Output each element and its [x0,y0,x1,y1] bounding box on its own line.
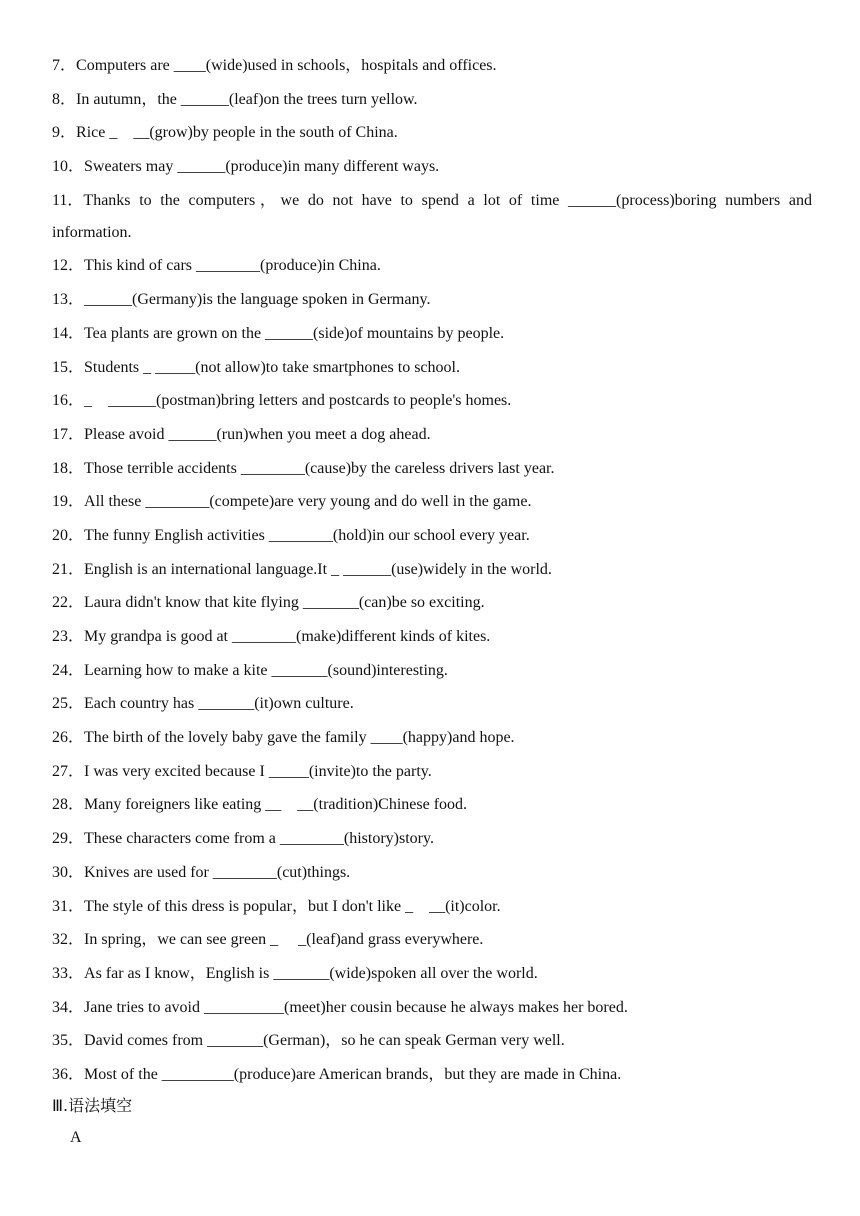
exercise-text: Computers are ____(wide)used in schools，hospitals and offices. [76,57,497,74]
exercise-item [52,823,812,857]
exercise-text: Learning how to make a kite _______(sound)interesting. [84,661,448,679]
exercise-number: 24． [52,661,85,679]
exercise-text: Thanks to the computers，we do not have to spend a lot of time ______(process)boring numbers and information. [52,191,816,241]
exercise-text: The style of this dress is popular，but I don't like _ __(it)color. [84,897,501,915]
exercise-item [52,621,812,655]
exercise-text: Tea plants are grown on the ______(side)of mountains by people. [84,324,505,342]
exercise-item [52,520,812,554]
exercise-text: In autumn，the ______(leaf)on the trees turn yellow. [76,90,418,108]
exercise-number: 17． [52,425,85,443]
exercise-number: 10． [52,158,85,176]
exercise-text: English is an international language.It _ ______(use)widely in the world. [84,560,552,578]
exercise-text: Each country has _______(it)own culture. [84,695,354,713]
exercise-text: These characters come from a ________(history)story. [84,830,434,848]
exercise-number: 8． [52,90,77,108]
exercise-number: 27． [52,762,85,780]
exercise-number: 7． [52,57,77,74]
exercise-item [52,250,812,284]
exercise-number: 9． [52,124,77,142]
section-heading: Ⅲ.语法填空 [52,1096,133,1115]
exercise-item [52,318,812,352]
subsection-label: A [70,1129,82,1146]
exercise-item [52,117,812,151]
exercise-item [52,857,812,891]
exercise-item [52,151,812,185]
exercise-item [52,486,812,520]
exercise-number: 11． [52,191,84,209]
exercise-number: 31． [52,897,85,915]
exercise-number: 15． [52,358,85,376]
exercise-number: 35． [52,1032,85,1050]
exercise-item [52,284,812,318]
exercise-number: 29． [52,830,85,848]
exercise-text: Students _ _____(not allow)to take smartphones to school. [84,358,460,376]
exercise-number: 34． [52,998,85,1016]
exercise-item [52,1025,812,1059]
exercise-number: 14． [52,324,85,342]
exercise-item [52,385,812,419]
exercise-number: 22． [52,594,85,612]
exercise-number: 21． [52,560,85,578]
exercise-item [52,419,812,453]
exercise-number: 23． [52,628,85,645]
exercise-text: David comes from _______(German)，so he can speak German very well. [84,1032,565,1050]
exercise-number: 26． [52,729,85,747]
exercise-item [52,992,812,1026]
exercise-text: My grandpa is good at ________(make)different kinds of kites. [84,628,491,645]
exercise-item [52,185,816,249]
exercise-text: This kind of cars ________(produce)in China. [84,257,381,275]
exercise-item [52,924,812,958]
exercise-item [52,50,812,84]
exercise-number: 18． [52,459,85,477]
exercise-number: 13． [52,291,85,309]
exercise-number: 19． [52,493,85,511]
exercise-item [52,554,812,588]
exercise-number: 32． [52,931,85,949]
exercise-item [52,352,812,386]
exercise-text: Sweaters may ______(produce)in many different ways. [84,158,440,176]
exercise-number: 28． [52,796,85,814]
exercise-text: The funny English activities ________(hold)in our school every year. [84,526,530,544]
exercise-text: All these ________(compete)are very young and do well in the game. [84,493,532,511]
exercise-item [52,958,812,992]
exercise-item [52,756,812,790]
exercise-text: As far as I know，English is _______(wide)spoken all over the world. [84,964,538,982]
exercise-text: Laura didn't know that kite flying _______(can)be so exciting. [84,594,485,612]
exercise-number: 36． [52,1065,85,1083]
exercise-text: The birth of the lovely baby gave the family ____(happy)and hope. [84,729,515,747]
exercise-text: Knives are used for ________(cut)things. [84,863,351,881]
exercise-text: ______(Germany)is the language spoken in Germany. [84,291,431,309]
exercise-item [52,587,812,621]
exercise-item [52,655,812,689]
exercise-item [52,722,812,756]
exercise-item [52,891,812,925]
exercise-number: 12． [52,257,85,275]
exercise-number: 25． [52,695,85,713]
exercise-item [52,453,812,487]
exercise-number: 30． [52,863,85,881]
exercise-text: _ ______(postman)bring letters and postcards to people's homes. [84,392,512,410]
exercise-item [52,1059,812,1093]
exercise-item [52,688,812,722]
exercise-text: In spring，we can see green _ _(leaf)and grass everywhere. [84,931,484,949]
exercise-text: Those terrible accidents ________(cause)by the careless drivers last year. [84,459,555,477]
exercise-text: Please avoid ______(run)when you meet a dog ahead. [84,425,431,443]
exercise-list [52,50,816,1093]
exercise-text: Many foreigners like eating __ __(tradition)Chinese food. [84,796,468,814]
exercise-item [52,84,812,118]
exercise-number: 20． [52,526,85,544]
exercise-text: Jane tries to avoid __________(meet)her cousin because he always makes her bored. [84,998,628,1016]
exercise-item [52,789,812,823]
exercise-text: Most of the _________(produce)are American brands，but they are made in China. [84,1065,622,1083]
exercise-text: Rice _ __(grow)by people in the south of China. [76,124,398,142]
exercise-number: 33． [52,964,85,982]
exercise-number: 16． [52,392,85,410]
exercise-text: I was very excited because I _____(invite)to the party. [84,762,432,780]
